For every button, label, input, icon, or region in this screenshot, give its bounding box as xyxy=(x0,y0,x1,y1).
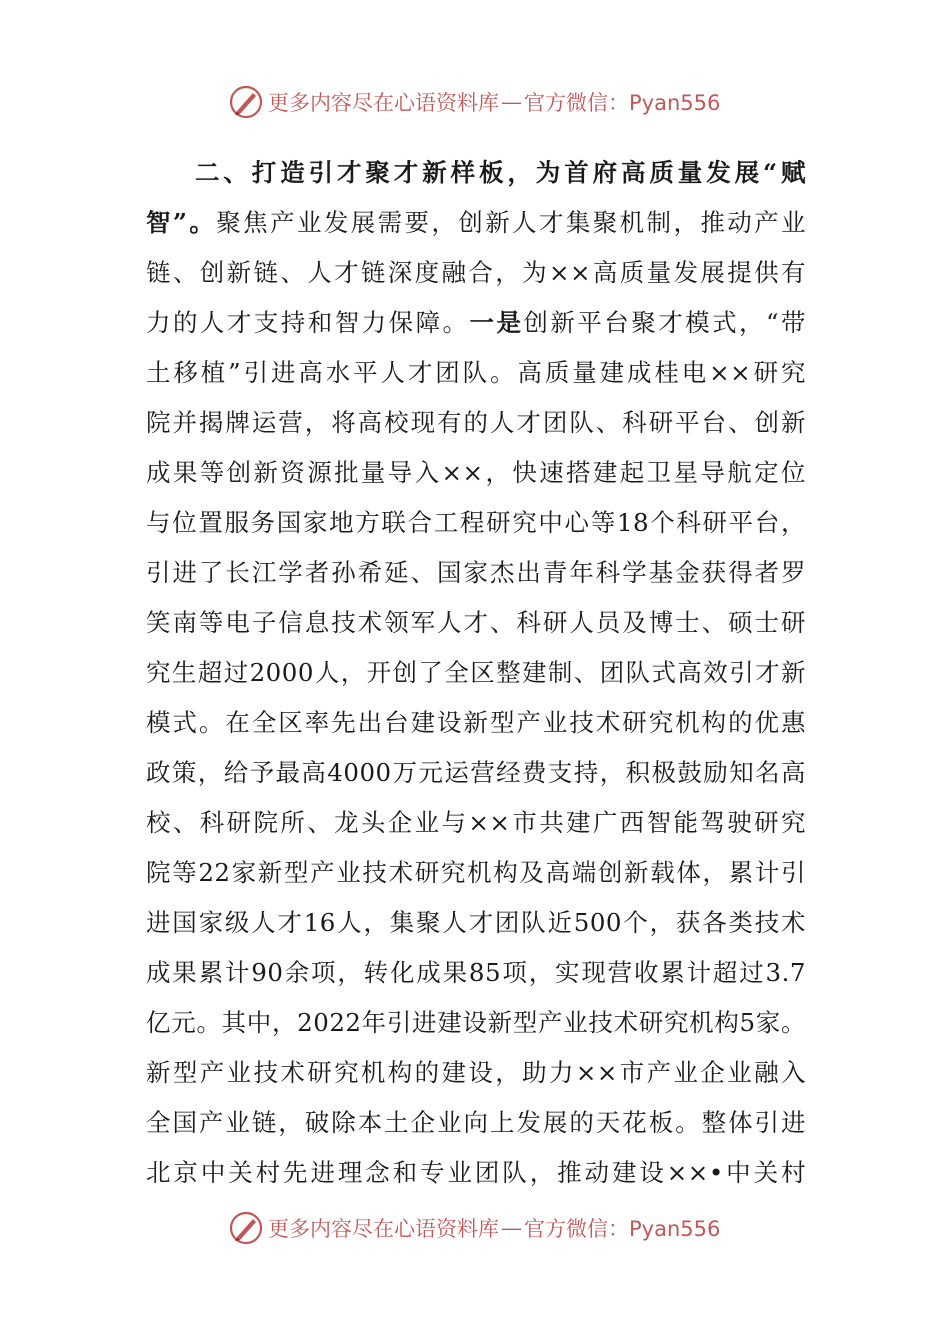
text-line xyxy=(146,448,806,498)
text-line xyxy=(146,548,806,598)
pen-logo-icon xyxy=(228,84,264,120)
text-line xyxy=(146,398,806,448)
text-line xyxy=(146,298,806,348)
text-line xyxy=(146,948,806,998)
text-line xyxy=(146,198,806,248)
text-segment: 北京中关村先进理念和专业团队，推动建设××•中关村 xyxy=(146,1158,806,1187)
text-segment: 力的人才支持和智力保障。 xyxy=(146,308,470,337)
bold-text-segment: 二、打造引才聚才新样板，为首府高质量发展“赋 xyxy=(195,158,806,187)
text-segment: 进国家级人才16人，集聚人才团队近500个，获各类技术 xyxy=(146,908,806,937)
document-body xyxy=(146,148,806,1198)
pen-logo-icon xyxy=(228,1210,264,1246)
text-line xyxy=(146,598,806,648)
text-segment: 聚焦产业发展需要，创新人才集聚机制，推动产业 xyxy=(216,208,806,237)
text-segment: 土移植”引进高水平人才团队。高质量建成桂电××研究 xyxy=(146,358,806,387)
text-segment: 笑南等电子信息技术领军人才、科研人员及博士、硕士研 xyxy=(146,608,806,637)
text-line xyxy=(146,698,806,748)
banner-wechat: 官方微信：Pyan556 xyxy=(524,91,721,115)
text-line xyxy=(146,1048,806,1098)
footer-banner xyxy=(228,1208,720,1248)
text-line xyxy=(146,898,806,948)
text-segment: 院并揭牌运营，将高校现有的人才团队、科研平台、创新 xyxy=(146,408,806,437)
text-line xyxy=(146,348,806,398)
text-segment: 亿元。其中，2022年引进建设新型产业技术研究机构5家。 xyxy=(146,1008,806,1037)
text-segment: 校、科研院所、龙头企业与××市共建广西智能驾驶研究 xyxy=(146,808,806,837)
text-line xyxy=(146,1148,806,1198)
text-segment: 与位置服务国家地方联合工程研究中心等18个科研平台， xyxy=(146,508,806,537)
text-segment: 成果等创新资源批量导入××，快速搭建起卫星导航定位 xyxy=(146,458,806,487)
text-segment: 全国产业链，破除本土企业向上发展的天花板。整体引进 xyxy=(146,1108,806,1137)
text-segment: 引进了长江学者孙希延、国家杰出青年科学基金获得者罗 xyxy=(146,558,806,587)
text-line xyxy=(146,148,806,198)
text-segment: 链、创新链、人才链深度融合，为××高质量发展提供有 xyxy=(146,258,806,287)
text-segment: 院等22家新型产业技术研究机构及高端创新载体，累计引 xyxy=(146,858,806,887)
text-line xyxy=(146,748,806,798)
bold-text-segment: 智”。 xyxy=(146,208,217,237)
text-segment: 政策，给予最高4000万元运营经费支持，积极鼓励知名高 xyxy=(146,758,806,787)
text-segment: 新型产业技术研究机构的建设，助力××市产业企业融入 xyxy=(146,1058,806,1087)
text-line xyxy=(146,248,806,298)
banner-title: 更多内容尽在心语资料库 xyxy=(268,1217,499,1241)
bold-text-segment: 一是 xyxy=(469,308,524,337)
banner-separator: — xyxy=(501,1216,522,1240)
text-line xyxy=(146,998,806,1048)
text-line xyxy=(146,648,806,698)
text-line xyxy=(146,798,806,848)
text-segment: 创新平台聚才模式，“带 xyxy=(523,308,806,337)
banner-wechat: 官方微信：Pyan556 xyxy=(524,1217,721,1241)
text-segment: 模式。在全区率先出台建设新型产业技术研究机构的优惠 xyxy=(146,708,806,737)
header-banner xyxy=(228,82,720,122)
text-segment: 成果累计90余项，转化成果85项，实现营收累计超过3.7 xyxy=(146,958,806,987)
text-segment: 究生超过2000人，开创了全区整建制、团队式高效引才新 xyxy=(146,658,806,687)
text-line xyxy=(146,498,806,548)
banner-title: 更多内容尽在心语资料库 xyxy=(268,91,499,115)
text-line xyxy=(146,848,806,898)
text-line xyxy=(146,1098,806,1148)
banner-separator: — xyxy=(501,90,522,114)
